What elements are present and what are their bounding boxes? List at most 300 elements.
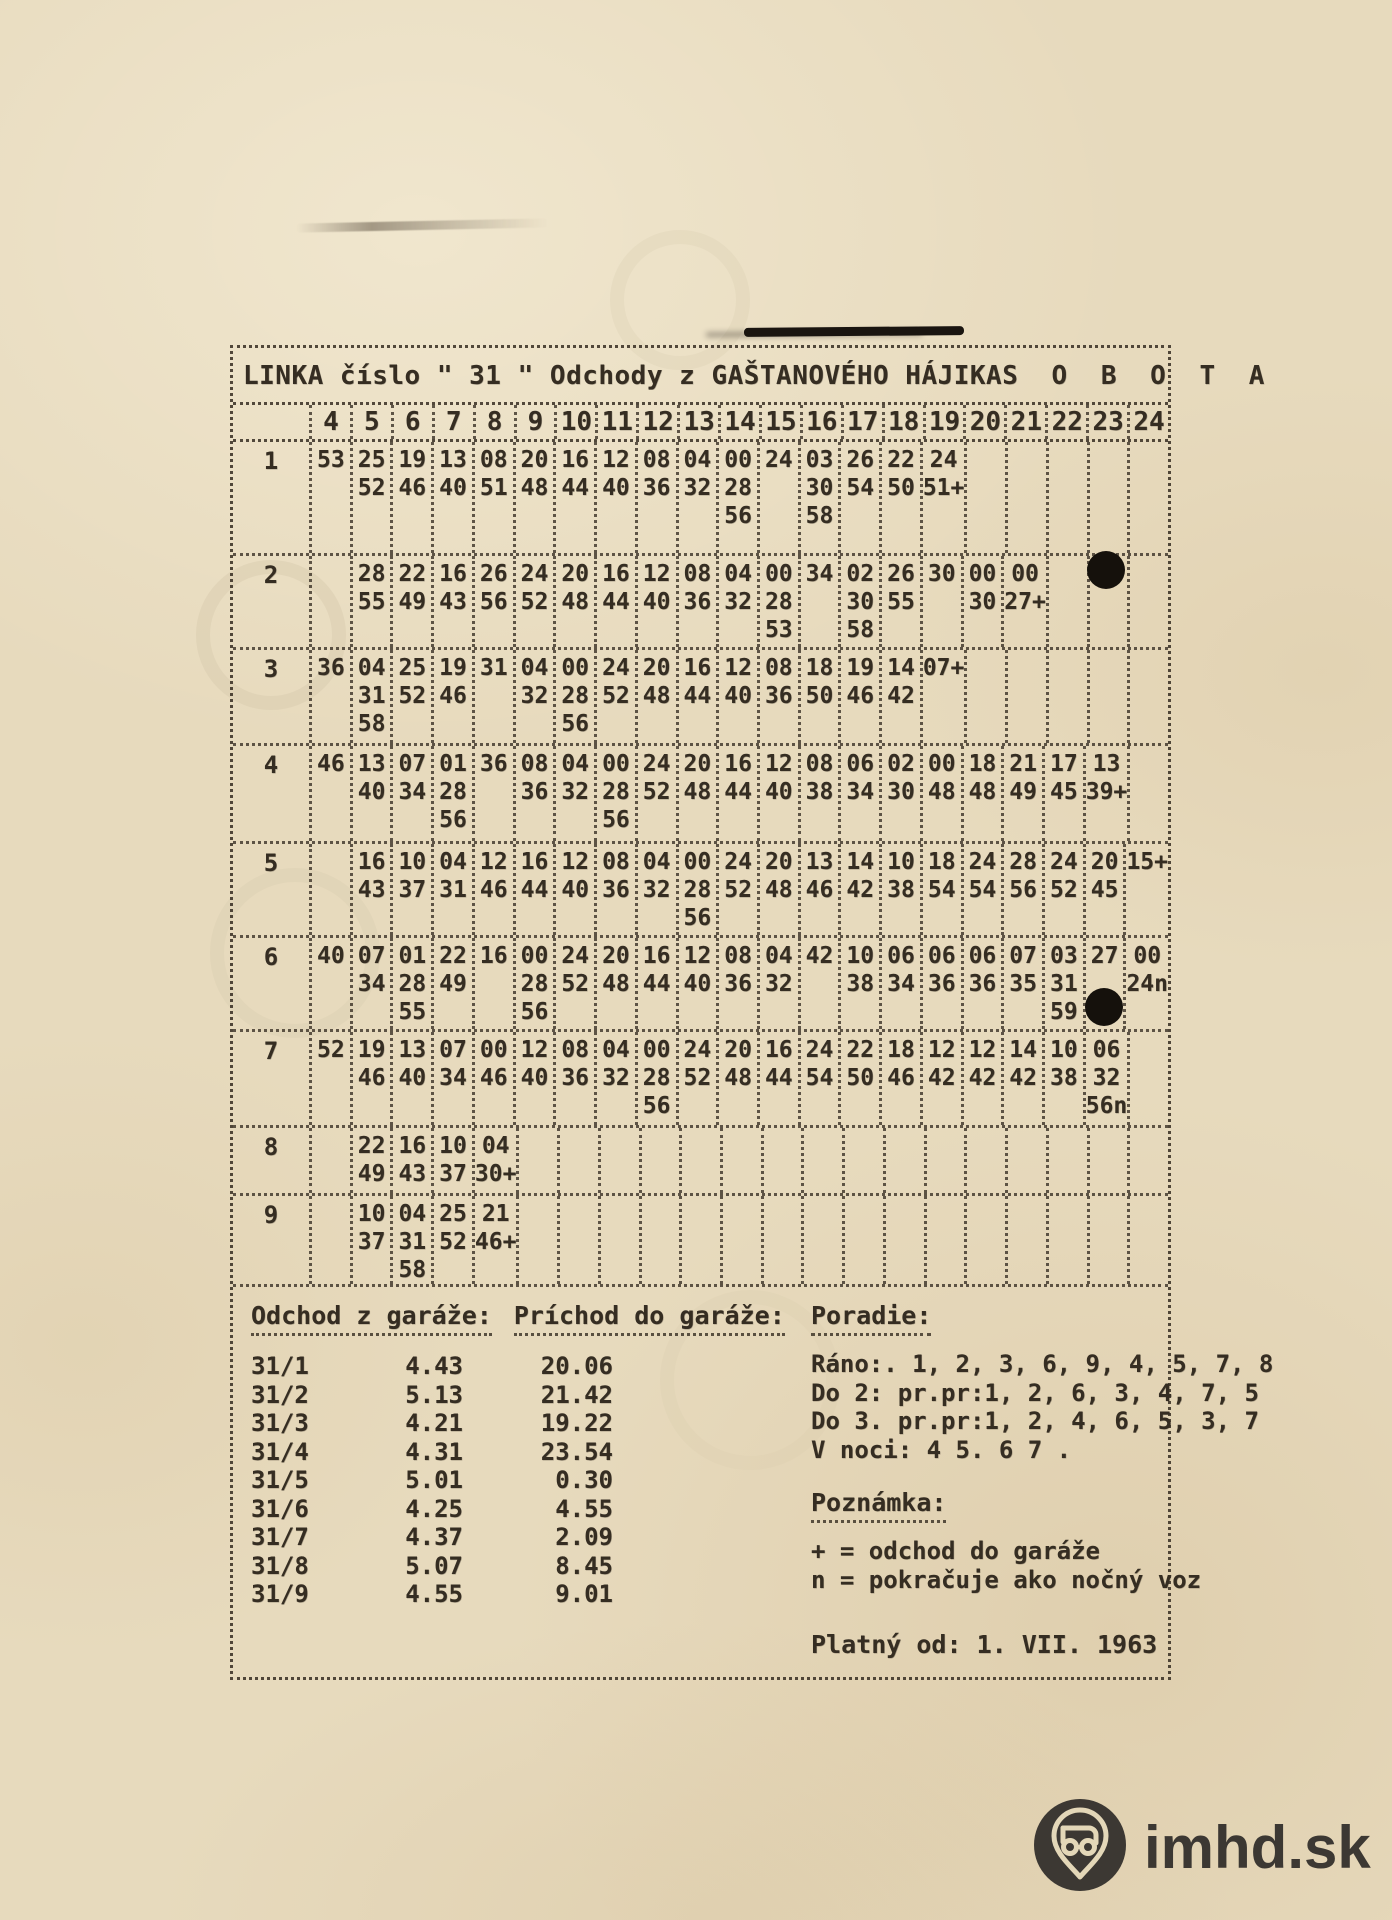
- departures-cell: [431, 442, 472, 553]
- departures-cell: [472, 556, 513, 647]
- departure-minute: 40: [520, 1065, 549, 1091]
- ink-smear: [744, 326, 964, 337]
- departure-minute: 12: [724, 655, 752, 681]
- garage-times-block: [251, 1301, 785, 1609]
- departures-cell: [920, 556, 961, 647]
- departure-minute: 52: [561, 971, 590, 997]
- departures-cell: [801, 1196, 842, 1284]
- departure-minute: 24: [642, 751, 671, 777]
- departures-cell: [594, 1032, 635, 1125]
- departure-minute: 46: [887, 1065, 915, 1091]
- order-line: Ráno:. 1, 2, 3, 6, 9, 4, 5, 7, 8: [811, 1350, 1274, 1378]
- departures-cell: [309, 442, 350, 553]
- departure-minute: 32: [764, 971, 793, 997]
- departure-minute: 30+: [474, 1161, 517, 1187]
- departures-cell: [516, 1128, 557, 1193]
- departures-cell: [472, 1196, 517, 1284]
- departure-minute: 04: [520, 655, 549, 681]
- note-header: Poznámka:: [811, 1488, 946, 1523]
- departures-cell: [1001, 1032, 1042, 1125]
- departure-minute: 28: [764, 589, 793, 615]
- departures-cell: [598, 1128, 639, 1193]
- departure-minute: 20: [520, 447, 549, 473]
- order-header: Poradie:: [811, 1301, 931, 1336]
- departure-minute: 14: [846, 849, 875, 875]
- hour-header-cell: 7: [432, 405, 473, 439]
- departure-minute: 40: [724, 683, 752, 709]
- hour-header-cell: 14: [718, 405, 759, 439]
- departure-minute: 51: [479, 475, 508, 501]
- departures-cell: [513, 556, 554, 647]
- departures-cell: [350, 1128, 391, 1193]
- departure-minute: 27+: [1004, 589, 1046, 615]
- departures-cell: [350, 938, 391, 1029]
- departures-cell: [720, 1196, 761, 1284]
- vehicle-order-label: 4: [263, 751, 279, 779]
- departures-cell: [1083, 746, 1128, 841]
- hour-header-cell: 11: [595, 405, 636, 439]
- departure-minute: 04: [724, 561, 752, 587]
- departure-minute: 19: [357, 1037, 386, 1063]
- departure-minute: 02: [887, 751, 915, 777]
- departure-minute: 07: [357, 943, 386, 969]
- departure-minute: 16: [642, 943, 671, 969]
- departure-minute: 12: [602, 447, 630, 473]
- departures-cell: [1123, 844, 1168, 935]
- departures-cell: [472, 1032, 513, 1125]
- garage-arrive-header: Príchod do garáže:: [514, 1301, 785, 1336]
- departure-minute: 10: [846, 943, 875, 969]
- departure-minute: 32: [602, 1065, 630, 1091]
- departures-cell: [350, 556, 391, 647]
- departures-cell: [598, 1196, 639, 1284]
- hour-header-cell: 18: [882, 405, 923, 439]
- vehicle-order-label: 2: [263, 561, 279, 589]
- departures-cell: [1087, 1128, 1128, 1193]
- departure-minute: 48: [642, 683, 671, 709]
- line-title: LINKA číslo " 31 " Odchody z GAŠTANOVÉHO HÁJIKA: [243, 361, 1003, 391]
- departure-minute: 00: [1011, 561, 1039, 587]
- note-line: + = odchod do garáže: [811, 1537, 1100, 1565]
- garage-arrive-time: 19.22: [540, 1409, 613, 1437]
- departures-cell: [431, 1196, 472, 1284]
- departures-cell: [1123, 938, 1168, 1029]
- departure-minute: 48: [927, 779, 956, 805]
- trip-number: 31/6: [251, 1494, 309, 1523]
- departure-minute: 52: [520, 589, 549, 615]
- departure-minute: 00: [683, 849, 712, 875]
- departure-minute: 32: [642, 877, 671, 903]
- departure-minute: 44: [602, 589, 630, 615]
- trip-number: 31/4: [251, 1437, 309, 1466]
- departures-cell: [390, 938, 431, 1029]
- departure-minute: 24: [929, 447, 958, 473]
- vehicle-order-label: 3: [263, 655, 279, 683]
- departure-minute: 24: [520, 561, 549, 587]
- departures-cell: [716, 650, 757, 743]
- departure-minute: 07+: [922, 655, 965, 681]
- departures-cell: [842, 1196, 883, 1284]
- departure-minute: 16: [724, 751, 752, 777]
- departures-cell: [676, 556, 717, 647]
- departures-cell: [798, 442, 839, 553]
- departures-cell: [676, 844, 717, 935]
- departures-cell: [879, 938, 920, 1029]
- timetable-row: [233, 556, 1168, 650]
- departure-minute: 32: [724, 589, 752, 615]
- departures-cell: [761, 1196, 802, 1284]
- departure-minute: 37: [357, 1229, 386, 1255]
- departure-minute: 36: [927, 971, 956, 997]
- departures-cell: [309, 1196, 350, 1284]
- garage-arrive-time: 8.45: [555, 1551, 613, 1580]
- departures-cell: [761, 1128, 802, 1193]
- departure-minute: 13: [805, 849, 834, 875]
- hour-header-row: [233, 405, 1168, 442]
- departures-cell: [1046, 650, 1087, 743]
- departures-cell: [1127, 1128, 1168, 1193]
- departure-minute: 42: [887, 683, 915, 709]
- departure-minute: 36: [520, 779, 549, 805]
- departure-minute: 16: [398, 1133, 427, 1159]
- departure-minute: 17: [1050, 751, 1078, 777]
- departures-cell: [1005, 650, 1046, 743]
- departures-cell: [309, 556, 350, 647]
- departure-minute: 56: [439, 807, 467, 833]
- departures-cell: [964, 1128, 1005, 1193]
- departure-minute: 36: [479, 751, 508, 777]
- departures-cell: [635, 938, 676, 1029]
- trip-number: 31/8: [251, 1551, 309, 1580]
- order-lines: [811, 1350, 1273, 1464]
- departure-minute: 59: [1050, 999, 1078, 1025]
- departure-minute: 46: [317, 751, 345, 777]
- departure-minute: 06: [927, 943, 956, 969]
- departures-cell: [513, 746, 554, 841]
- departure-minute: 43: [398, 1161, 427, 1187]
- departure-minute: 20: [1090, 849, 1119, 875]
- timetable-row: [233, 844, 1168, 938]
- departure-minute: 00: [479, 1037, 508, 1063]
- departures-cell: [838, 844, 879, 935]
- departures-cell: [594, 938, 635, 1029]
- departure-minute: 08: [764, 655, 793, 681]
- departure-minute: 25: [398, 655, 427, 681]
- garage-depart-time: 5.13: [405, 1380, 463, 1409]
- departure-minute: 04: [481, 1133, 510, 1159]
- departure-minute: 56: [479, 589, 508, 615]
- departure-minute: 27: [1090, 943, 1119, 969]
- departures-cell: [961, 844, 1002, 935]
- departures-cell: [920, 938, 961, 1029]
- departure-minute: 26: [479, 561, 508, 587]
- departures-cell: [920, 442, 965, 553]
- departure-minute: 22: [357, 1133, 386, 1159]
- departures-cell: [350, 1196, 391, 1284]
- departures-cell: [553, 938, 594, 1029]
- departure-minute: 56: [561, 711, 590, 737]
- departure-minute: 51+: [922, 475, 965, 501]
- departures-cell: [879, 746, 920, 841]
- departures-cell: [676, 938, 717, 1029]
- departures-cell: [1001, 844, 1042, 935]
- departure-minute: 28: [602, 779, 630, 805]
- departures-cell: [961, 556, 1002, 647]
- departure-minute: 49: [439, 971, 467, 997]
- departure-minute: 36: [683, 589, 712, 615]
- timetable-row: [233, 442, 1168, 556]
- departures-cell: [1127, 650, 1168, 743]
- departure-minute: 44: [764, 1065, 793, 1091]
- departures-cell: [838, 746, 879, 841]
- departures-cell: [553, 650, 594, 743]
- departure-minute: 48: [968, 779, 997, 805]
- departure-minute: 18: [887, 1037, 915, 1063]
- departure-minute: 50: [887, 475, 915, 501]
- departures-cell: [431, 556, 472, 647]
- departures-cell: [842, 1128, 883, 1193]
- garage-time-row: [251, 1438, 779, 1467]
- departure-minute: 40: [398, 1065, 427, 1091]
- hour-header-cell: 24: [1127, 405, 1168, 439]
- departures-cell: [883, 1128, 924, 1193]
- vehicle-order-label: 1: [263, 447, 279, 475]
- departures-cell: [798, 1032, 839, 1125]
- departure-minute: 42: [1009, 1065, 1037, 1091]
- pencil-smudge: [296, 218, 548, 232]
- departure-minute: 52: [357, 475, 386, 501]
- departure-minute: 00: [642, 1037, 671, 1063]
- departures-cell: [1046, 1128, 1087, 1193]
- departures-cell: [350, 844, 391, 935]
- departure-minute: 38: [805, 779, 834, 805]
- departures-cell: [924, 1196, 965, 1284]
- departure-minute: 36: [642, 475, 671, 501]
- departures-cell: [798, 844, 839, 935]
- departures-cell: [635, 442, 676, 553]
- departure-minute: 32: [1092, 1065, 1121, 1091]
- departures-cell: [716, 844, 757, 935]
- departures-cell: [1005, 1128, 1046, 1193]
- imhd-logo: [1032, 1797, 1371, 1897]
- departure-minute: 26: [846, 447, 875, 473]
- departures-cell: [798, 746, 839, 841]
- departure-minute: 50: [805, 683, 834, 709]
- departures-cell: [472, 844, 513, 935]
- departure-minute: 12: [683, 943, 712, 969]
- departure-minute: 04: [398, 1201, 427, 1227]
- departure-minute: 22: [398, 561, 427, 587]
- departures-cell: [961, 1032, 1002, 1125]
- garage-arrive-time: 20.06: [540, 1352, 613, 1380]
- departure-minute: 21: [481, 1201, 510, 1227]
- note-line: n = pokračuje ako nočný voz: [811, 1565, 1202, 1594]
- departure-minute: 12: [520, 1037, 549, 1063]
- departure-minute: 48: [683, 779, 712, 805]
- departure-minute: 30: [887, 779, 915, 805]
- departure-minute: 25: [357, 447, 386, 473]
- departure-minute: 52: [398, 683, 427, 709]
- garage-depart-time: 4.43: [405, 1352, 463, 1380]
- departure-minute: 24n: [1126, 971, 1168, 997]
- departures-cell: [431, 1032, 472, 1125]
- garage-depart-time: 4.25: [405, 1494, 463, 1523]
- garage-time-row: [251, 1495, 779, 1524]
- departure-minute: 28: [1009, 849, 1037, 875]
- departure-minute: 10: [357, 1201, 386, 1227]
- departure-minute: 16: [479, 943, 508, 969]
- departures-cell: [350, 650, 391, 743]
- order-line: V noci: 4 5. 6 7 .: [811, 1435, 1072, 1464]
- departures-cell: [553, 844, 594, 935]
- departures-cell: [1127, 1032, 1168, 1125]
- departure-minute: 19: [439, 655, 467, 681]
- departures-cell: [879, 1032, 920, 1125]
- departure-minute: 24: [968, 849, 997, 875]
- departures-cell: [472, 442, 513, 553]
- departures-cell: [883, 1196, 924, 1284]
- departure-minute: 48: [764, 877, 793, 903]
- departure-minute: 53: [764, 617, 793, 643]
- departure-minute: 15+: [1126, 849, 1168, 875]
- departures-cell: [757, 442, 798, 553]
- departure-minute: 04: [764, 943, 793, 969]
- departure-minute: 00: [968, 561, 997, 587]
- departure-minute: 44: [683, 683, 712, 709]
- departure-minute: 48: [602, 971, 630, 997]
- departure-minute: 04: [439, 849, 467, 875]
- departure-minute: 10: [398, 849, 427, 875]
- garage-time-row: [251, 1352, 779, 1381]
- departures-cell: [350, 442, 391, 553]
- departures-cell: [676, 746, 717, 841]
- departure-minute: 08: [520, 751, 549, 777]
- departure-minute: 08: [642, 447, 671, 473]
- departure-minute: 30: [968, 589, 997, 615]
- departure-minute: 06: [887, 943, 915, 969]
- departure-minute: 46: [357, 1065, 386, 1091]
- garage-depart-time: 5.01: [405, 1466, 463, 1494]
- departures-cell: [390, 746, 431, 841]
- departure-minute: 30: [846, 589, 875, 615]
- departures-cell: [1127, 556, 1168, 647]
- departure-minute: 06: [846, 751, 875, 777]
- departure-minute: 37: [398, 877, 427, 903]
- departure-minute: 30: [805, 475, 834, 501]
- departure-minute: 07: [1009, 943, 1037, 969]
- departure-minute: 04: [602, 1037, 630, 1063]
- garage-depart-time: 4.37: [405, 1523, 463, 1551]
- departure-minute: 08: [561, 1037, 590, 1063]
- departures-cell: [924, 1128, 965, 1193]
- hour-header-cell: 23: [1086, 405, 1127, 439]
- departures-cell: [757, 1032, 798, 1125]
- departure-minute: 12: [479, 849, 508, 875]
- departures-cell: [390, 556, 431, 647]
- vehicle-order-label: 9: [263, 1201, 279, 1229]
- departures-cell: [1042, 938, 1083, 1029]
- departure-minute: 22: [846, 1037, 875, 1063]
- departures-cell: [679, 1128, 720, 1193]
- departure-minute: 56: [724, 503, 752, 529]
- garage-arrive-time: 9.01: [555, 1580, 613, 1608]
- departure-minute: 22: [887, 447, 915, 473]
- departure-minute: 13: [357, 751, 386, 777]
- departures-cell: [594, 746, 635, 841]
- departure-minute: 16: [357, 849, 386, 875]
- departure-minute: 20: [683, 751, 712, 777]
- departures-cell: [716, 938, 757, 1029]
- departure-minute: 30: [927, 561, 956, 587]
- departures-cell: [635, 1032, 676, 1125]
- departures-cell: [798, 938, 839, 1029]
- garage-time-row: [251, 1466, 779, 1495]
- departure-minute: 20: [724, 1037, 752, 1063]
- departures-cell: [594, 844, 635, 935]
- timetable-row: [233, 650, 1168, 746]
- departure-minute: 24: [683, 1037, 712, 1063]
- departure-minute: 08: [479, 447, 508, 473]
- departure-minute: 52: [642, 779, 671, 805]
- departures-cell: [594, 442, 635, 553]
- departure-minute: 13: [398, 1037, 427, 1063]
- departure-minute: 16: [561, 447, 590, 473]
- garage-arrive-time: 21.42: [540, 1380, 613, 1409]
- departure-minute: 31: [1050, 971, 1078, 997]
- timetable-row: [233, 746, 1168, 844]
- garage-time-row: [251, 1580, 779, 1609]
- departure-minute: 36: [561, 1065, 590, 1091]
- vehicle-order-label: 8: [263, 1133, 279, 1161]
- departures-cell: [635, 650, 676, 743]
- departure-minute: 48: [561, 589, 590, 615]
- garage-arrive-time: 4.55: [555, 1494, 613, 1523]
- hour-header-spacer: [233, 405, 309, 439]
- hour-header-cell: 9: [514, 405, 555, 439]
- departure-minute: 56: [683, 905, 712, 931]
- departure-minute: 46+: [474, 1229, 517, 1255]
- garage-depart-time: 4.55: [405, 1580, 463, 1608]
- departures-cell: [1046, 556, 1087, 647]
- departure-minute: 04: [642, 849, 671, 875]
- departure-minute: 46: [805, 877, 834, 903]
- departure-minute: 08: [724, 943, 752, 969]
- departures-cell: [390, 1196, 431, 1284]
- garage-time-row: [251, 1409, 779, 1438]
- trip-number: 31/5: [251, 1466, 309, 1494]
- valid-from-line: Platný od: 1. VII. 1963: [811, 1630, 1158, 1659]
- departures-cell: [350, 746, 391, 841]
- departure-minute: 32: [683, 475, 712, 501]
- departures-cell: [920, 1032, 961, 1125]
- departures-cell: [309, 1032, 350, 1125]
- timetable-body: [233, 442, 1168, 1287]
- departures-cell: [838, 938, 879, 1029]
- departures-cell: [676, 442, 717, 553]
- departure-minute: 53: [317, 447, 345, 473]
- departure-minute: 55: [357, 589, 386, 615]
- departures-cell: [639, 1196, 680, 1284]
- departure-minute: 08: [805, 751, 834, 777]
- departure-minute: 28: [439, 779, 467, 805]
- departures-cell: [516, 1196, 557, 1284]
- departures-cell: [1046, 442, 1087, 553]
- departures-cell: [1087, 1196, 1128, 1284]
- departure-minute: 28: [724, 475, 752, 501]
- order-line: Do 2: pr.pr:1, 2, 6, 3, 4, 7, 5: [811, 1378, 1259, 1407]
- garage-time-row: [251, 1523, 779, 1552]
- departure-minute: 46: [439, 683, 467, 709]
